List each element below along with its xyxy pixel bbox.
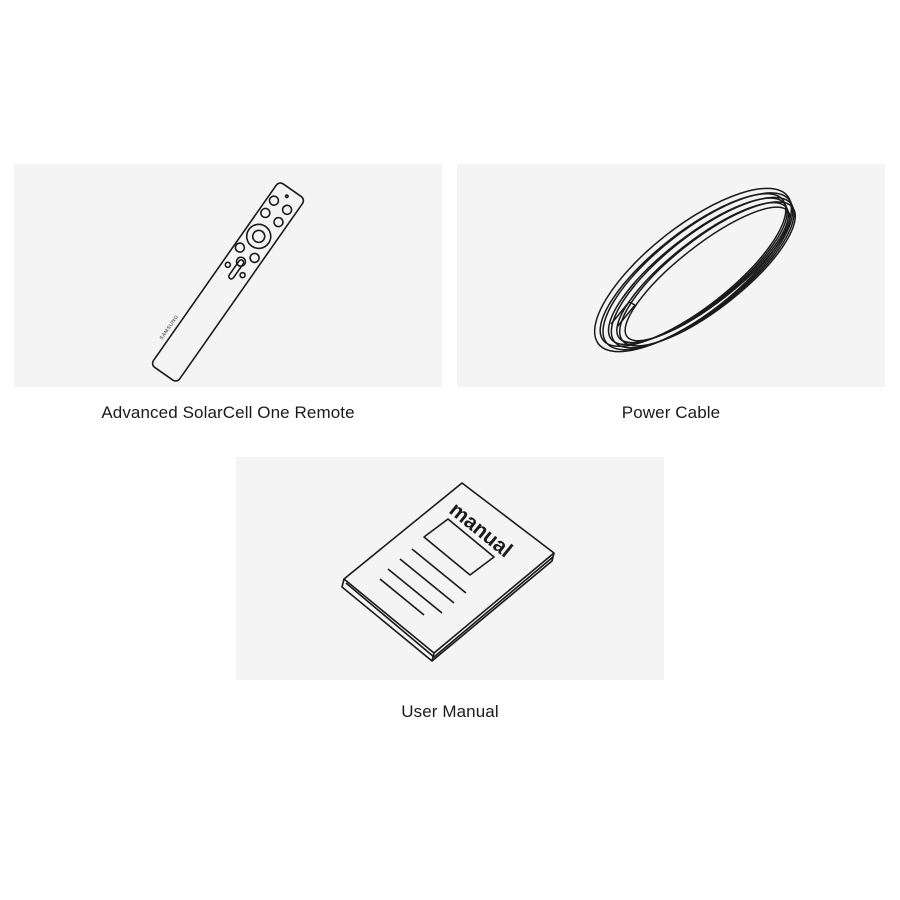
- manual-caption: User Manual: [401, 702, 499, 721]
- manual-image-card: [236, 457, 664, 680]
- user-manual-icon: [236, 457, 664, 680]
- remote-control-icon: [14, 164, 442, 387]
- cable-caption: Power Cable: [621, 403, 721, 422]
- remote-brand-text: SAMSUNG: [158, 314, 181, 342]
- cable-image-card: [457, 164, 885, 387]
- remote-image-card: [14, 164, 442, 387]
- manual-cover-text: manual: [444, 498, 517, 563]
- remote-caption: Advanced SolarCell One Remote: [101, 403, 355, 422]
- power-cable-icon: [457, 164, 885, 387]
